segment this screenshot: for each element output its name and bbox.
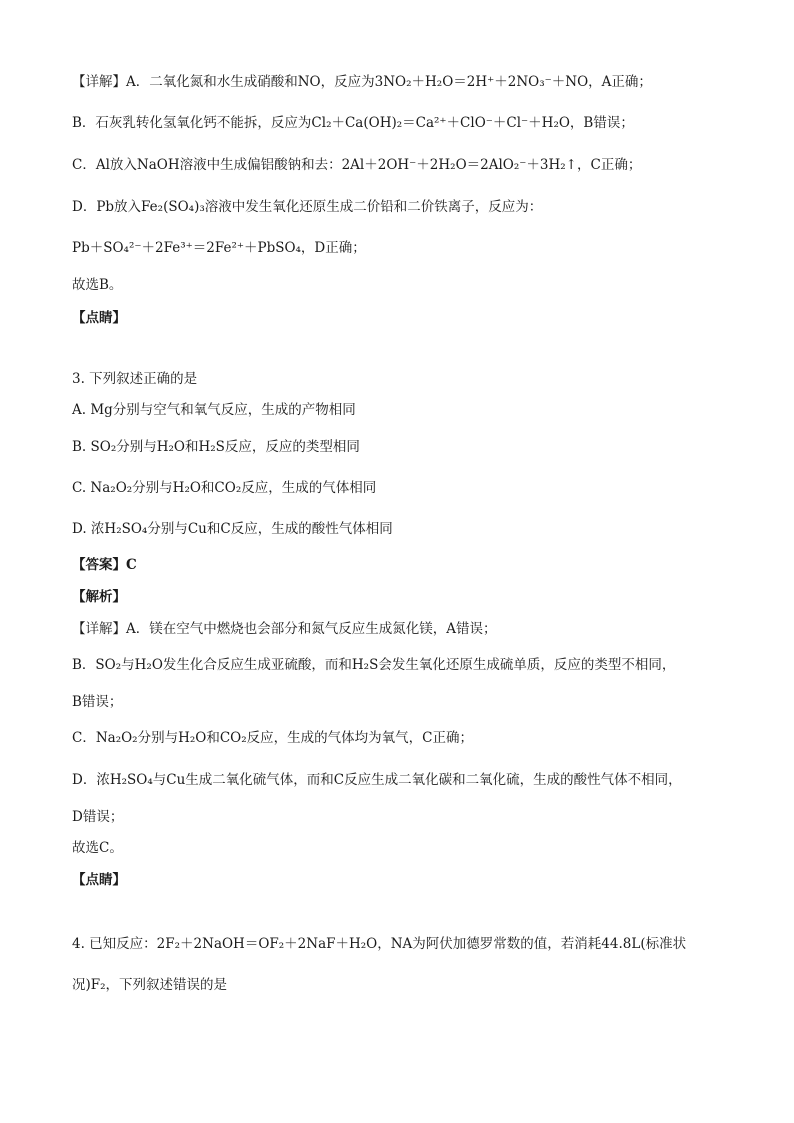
detail-d-line: D．Pb放入Fe₂(SO₄)₃溶液中发生氧化还原生成二价铅和二价铁离子，反应为： [72,199,543,215]
conclusion-line-2: 故选C。 [72,840,123,856]
analysis-heading: 【解析】 [72,589,126,605]
analysis-b-cont: B错误； [72,694,123,710]
question-3-option-d: D. 浓H₂SO₄分别与Cu和C反应，生成的酸性气体相同 [72,521,393,537]
detail-c-line: C．Al放入NaOH溶液中生成偏铝酸钠和去：2Al＋2OH⁻＋2H₂O＝2AlO₂⁻＋3H₂↑，C正确； [72,157,642,173]
detail-b-line: B．石灰乳转化氢氧化钙不能拆，反应为Cl₂＋Ca(OH)₂＝Ca²⁺＋ClO⁻＋Cl⁻＋H₂O，B错误； [72,115,634,131]
tip-heading-2: 【点睛】 [72,872,126,888]
detail-a-line: 【详解】A．二氧化氮和水生成硝酸和NO，反应为3NO₂＋H₂O＝2H⁺＋2NO₃⁻＋NO，A正确； [72,74,652,90]
analysis-b-line: B．SO₂与H₂O发生化合反应生成亚硫酸，而和H₂S会发生氧化还原生成硫单质，反应的类型不相同， [72,657,676,673]
conclusion-line: 故选B。 [72,277,123,293]
analysis-d-line: D．浓H₂SO₄与Cu生成二氧化硫气体，而和C反应生成二氧化碳和二氧化硫，生成的酸性气体不相同， [72,772,682,788]
question-4-stem-cont: 况)F₂，下列叙述错误的是 [72,977,228,993]
question-3-option-a: A. Mg分别与空气和氧气反应，生成的产物相同 [72,402,356,418]
analysis-c-line: C．Na₂O₂分别与H₂O和CO₂反应，生成的气体均为氧气，C正确； [72,730,473,746]
tip-heading: 【点睛】 [72,310,126,326]
analysis-a-line: 【详解】A．镁在空气中燃烧也会部分和氮气反应生成氮化镁，A错误； [72,621,497,637]
question-3-option-b: B. SO₂分别与H₂O和H₂S反应，反应的类型相同 [72,439,360,455]
question-3-option-c: C. Na₂O₂分别与H₂O和CO₂反应，生成的气体相同 [72,480,377,496]
detail-d-equation: Pb＋SO₄²⁻＋2Fe³⁺＝2Fe²⁺＋PbSO₄，D正确； [72,240,366,256]
analysis-d-cont: D错误； [72,809,124,825]
question-4-stem: 4. 已知反应：2F₂＋2NaOH＝OF₂＋2NaF＋H₂O，NA为阿伏加德罗常数的值，若消耗44.8L(标准状 [72,936,687,952]
answer-label: 【答案】C [72,557,137,573]
question-3-stem: 3. 下列叙述正确的是 [72,371,198,387]
